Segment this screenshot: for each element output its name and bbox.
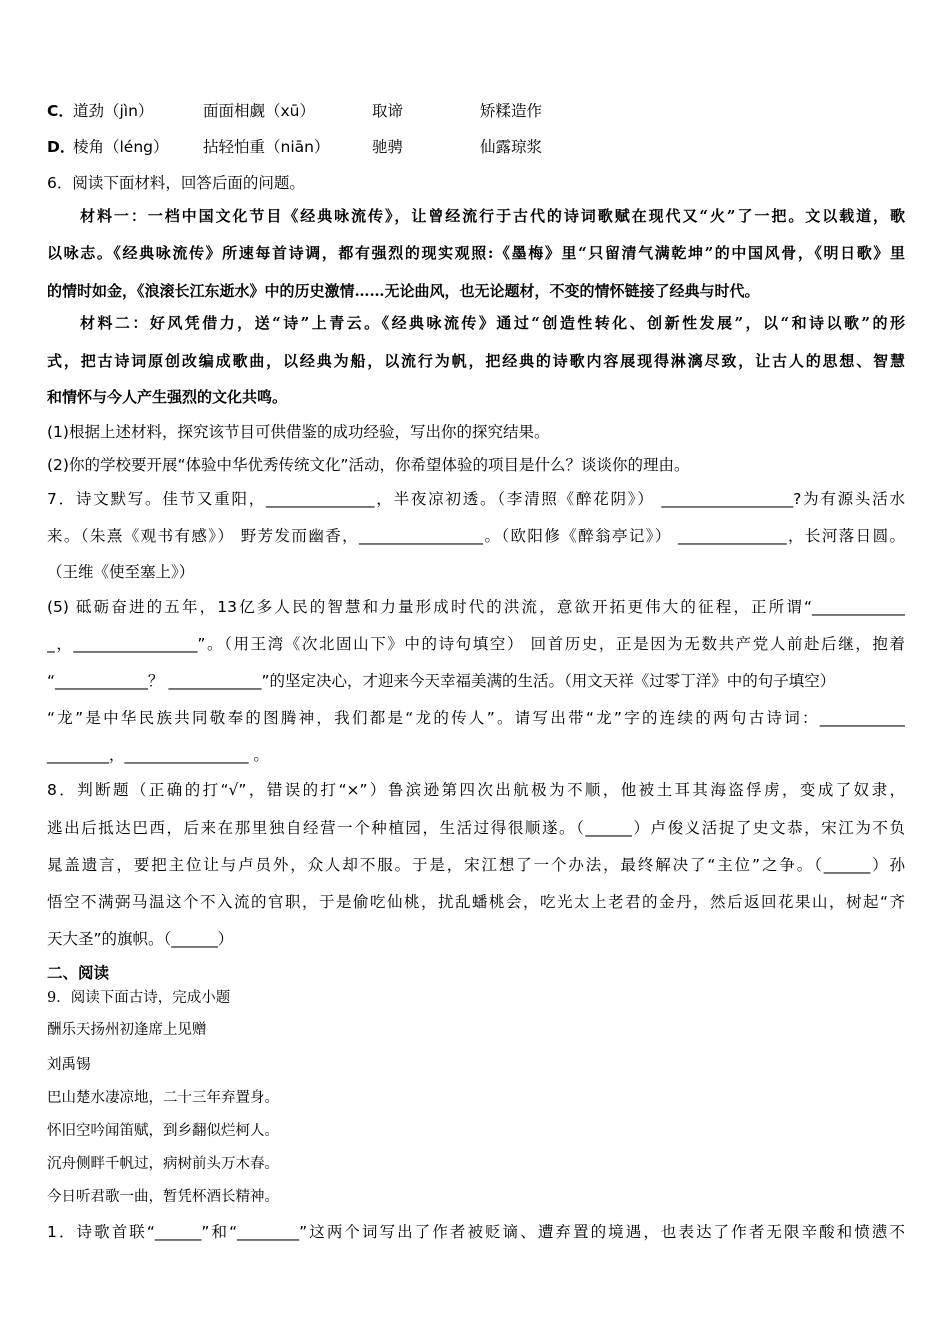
- q8-line: 晁盖遗言，要把主位让与卢员外，众人却不服。于是，宋江想了一个办法，最终解决了“主位”之争。（______）孙: [47, 856, 905, 874]
- q7-part5-line: ________，________________ 。: [47, 746, 269, 764]
- q6-stem: 6．阅读下面材料，回答后面的问题。: [47, 174, 305, 192]
- q7-part5-line: “____________？ ____________”的坚定决心，才迎来今天幸福美满的生活。（用文天祥《过零丁洋》中的句子填空）: [47, 672, 836, 690]
- poem-line: 怀旧空吟闻笛赋，到乡翻似烂柯人。: [47, 1123, 279, 1139]
- material-two-line: 式，把古诗词原创改编成歌曲，以经典为船，以流行为帆，把经典的诗歌内容展现得淋漓尽致，让古人的思想、智慧: [47, 352, 905, 370]
- poem-line: 巴山楚水凄凉地，二十三年弃置身。: [47, 1090, 279, 1106]
- poem-title: 酬乐天扬州初逢席上见赠: [47, 1022, 207, 1038]
- material-two-line: 材料二：好风凭借力，送“诗”上青云。《经典咏流传》通过“创造性转化、创新性发展”，以“和诗以歌”的形: [80, 314, 905, 332]
- option-d-item: 棱角（léng）: [73, 138, 169, 156]
- option-d-item: 仙露琼浆: [480, 138, 543, 156]
- q9-stem: 9．阅读下面古诗，完成小题: [47, 990, 231, 1006]
- poem-line: 今日听君歌一曲，暂凭杯酒长精神。: [47, 1189, 279, 1205]
- option-c-item: 矫糅造作: [480, 102, 543, 120]
- option-c-item: 面面相觑（xū）: [203, 102, 315, 120]
- material-one-line: 的情时如金，《浪滚长江东逝水》中的历史激情……无论曲风，也无论题材，不变的情怀链接了经典与时代。: [47, 282, 760, 300]
- q9-sub-question-1: 1．诗歌首联“______”和“________”这两个词写出了作者被贬谪、遭弃置的境遇，也表达了作者无限辛酸和愤懑不: [47, 1223, 905, 1241]
- q8-line: 逃出后抵达巴西，后来在那里独自经营一个种植园，生活过得很顺遂。（______）卢俊义活捉了史文恭，宋江为不负: [47, 819, 905, 837]
- q8-line: 天大圣”的旗帜。（______）: [47, 930, 234, 948]
- poem-author: 刘禹锡: [47, 1057, 91, 1073]
- material-one-line: 材料一：一档中国文化节目《经典咏流传》，让曾经流行于古代的诗词歌赋在现代又“火”了一把。文以载道，歌: [80, 207, 905, 225]
- q7-part5-line: “龙”是中华民族共同敬奉的图腾神，我们都是“龙的传人”。请写出带“龙”字的连续的两句古诗词：___________: [47, 709, 905, 727]
- material-two-line: 和情怀与今人产生强烈的文化共鸣。: [47, 388, 288, 406]
- q6-sub-question-2: (2)你的学校要开展“体验中华优秀传统文化”活动，你希望体验的项目是什么？谈谈你的理由。: [47, 456, 690, 474]
- option-c-label: C．: [47, 102, 74, 120]
- poem-line: 沉舟侧畔千帆过，病树前头万木春。: [47, 1156, 279, 1172]
- option-c-item: 道劲（jìn）: [73, 102, 154, 120]
- material-one-line: 以咏志。《经典咏流传》所速每首诗调，都有强烈的现实观照:《墨梅》里“只留清气满乾坤”的中国风骨，《明日歌》里: [47, 244, 905, 262]
- q7-part5-line: _，________________”。（用王湾《次北固山下》中的诗句填空） 回首历史，正是因为无数共产党人前赴后继，抱着: [47, 635, 905, 653]
- q7-line: 来。（朱熹《观书有感》） 野芳发而幽香，________________。（欧阳修《醉翁亭记》） ______________，长河落日圆。: [47, 527, 905, 545]
- q7-line: （王维《使至塞上》）: [47, 563, 195, 581]
- q7-part5-line: (5) 砥砺奋进的五年，13亿多人民的智慧和力量形成时代的洪流，意欲开拓更伟大的征程，正所谓“____________: [47, 598, 905, 616]
- section-heading: 二、阅读: [47, 964, 110, 982]
- q6-sub-question-1: (1)根据上述材料，探究该节目可供借鉴的成功经验，写出你的探究结果。: [47, 423, 550, 441]
- q8-line: 悟空不满弼马温这个不入流的官职，于是偷吃仙桃，扰乱蟠桃会，吃光太上老君的金丹，然后返回花果山，树起“齐: [47, 893, 905, 911]
- q8-line: 8．判断题（正确的打“√”，错误的打“×”）鲁滨逊第四次出航极为不顺，他被土耳其海盗俘虏，变成了奴隶，: [47, 781, 905, 799]
- q7-line: 7．诗文默写。佳节又重阳，______________，半夜凉初透。（李清照《醉花阴》） _________________?为有源头活水: [47, 490, 905, 508]
- option-c-item: 取谛: [372, 102, 404, 120]
- option-d-label: D．: [47, 138, 76, 156]
- option-d-item: 拈轻怕重（niān）: [203, 138, 330, 156]
- option-d-item: 驰骋: [372, 138, 404, 156]
